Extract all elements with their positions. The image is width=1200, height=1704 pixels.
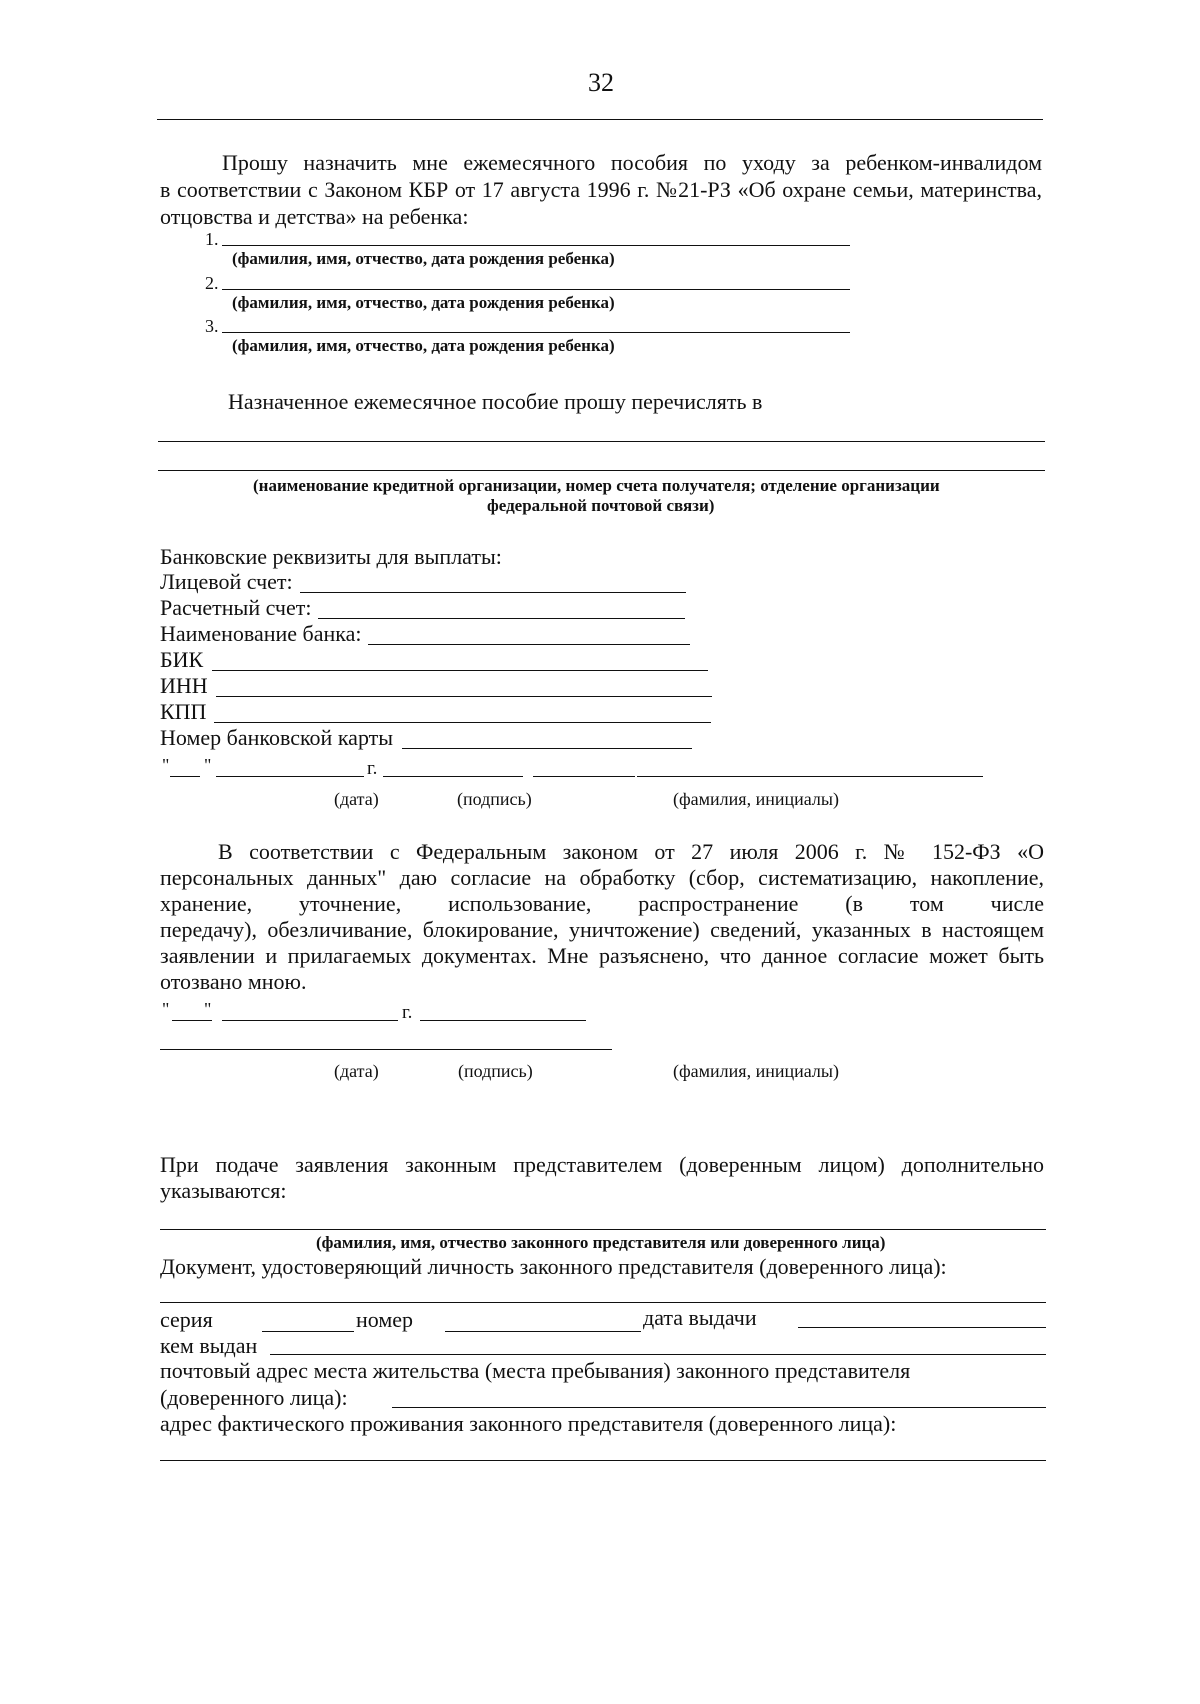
series-field[interactable] (262, 1331, 354, 1332)
issued-by-field[interactable] (270, 1354, 1046, 1355)
consent-line-5: заявлении и прилагаемых документах. Мне разъяснено, что данное согласие может быть (160, 943, 1044, 968)
inn-label: ИНН (160, 673, 208, 698)
postal-address-line-1: почтовый адрес места жительства (места пребывания) законного представителя (160, 1358, 911, 1383)
series-label: серия (160, 1307, 213, 1332)
representative-name-field[interactable] (160, 1229, 1046, 1230)
child-caption-3: (фамилия, имя, отчество, дата рождения ребенка) (232, 336, 615, 355)
date-label-1: (дата) (334, 789, 379, 809)
transfer-text: Назначенное ежемесячное пособие прошу перечислять в (228, 389, 763, 414)
child-caption-1: (фамилия, имя, отчество, дата рождения ребенка) (232, 249, 615, 268)
year-suffix-1: г. (367, 758, 378, 779)
personal-account-label: Лицевой счет: (160, 569, 293, 594)
request-line-2: в соответствии с Законом КБР от 17 августа 1996 г. №21-РЗ «Об охране семьи, материнства, (160, 177, 1042, 202)
date-month-field-1[interactable] (216, 776, 364, 777)
postal-address-field[interactable] (392, 1407, 1046, 1408)
signature-field-1[interactable] (533, 776, 635, 777)
request-line-3: отцовства и детства» на ребенка: (160, 204, 469, 229)
bank-name-label: Наименование банка: (160, 621, 362, 646)
representative-intro-line-1: При подаче заявления законным представителем (доверенным лицом) дополнительно (160, 1152, 1044, 1177)
issued-by-label: кем выдан (160, 1333, 258, 1358)
transfer-field-2[interactable] (158, 470, 1045, 471)
inn-field[interactable] (216, 696, 712, 697)
date-year-field-1[interactable] (383, 776, 523, 777)
date-day-field-1[interactable] (170, 776, 200, 777)
name-field-1[interactable] (637, 776, 983, 777)
number-field[interactable] (445, 1331, 641, 1332)
child-number-1: 1. (205, 229, 219, 249)
child-field-2[interactable] (222, 289, 850, 290)
transfer-caption-line-1: (наименование кредитной организации, номер счета получателя; отделение организации (253, 476, 940, 495)
child-field-1[interactable] (222, 245, 850, 246)
date-quote-open-2: " (162, 999, 170, 1019)
page-number: 32 (588, 68, 614, 97)
consent-line-6: отозвано мною. (160, 969, 307, 994)
consent-line-4: передачу), обезличивание, блокирование, уничтожение) сведений, указанных в настоящем (160, 917, 1044, 942)
personal-account-field[interactable] (300, 592, 686, 593)
kpp-field[interactable] (214, 722, 711, 723)
transfer-field-1[interactable] (158, 441, 1045, 442)
number-label: номер (356, 1307, 414, 1332)
bank-name-field[interactable] (368, 644, 690, 645)
child-caption-2: (фамилия, имя, отчество, дата рождения ребенка) (232, 293, 615, 312)
year-suffix-2: г. (402, 1002, 413, 1023)
name-label-2: (фамилия, инициалы) (673, 1061, 839, 1081)
id-document-field[interactable] (160, 1302, 1046, 1303)
consent-line-3: хранение, уточнение, использование, распространение (в том числе (160, 891, 1044, 916)
date-year-field-2[interactable] (420, 1020, 586, 1021)
name-label-1: (фамилия, инициалы) (673, 789, 839, 809)
consent-line-1: В соответствии с Федеральным законом от 27 июля 2006 г. № 152-ФЗ «О (218, 839, 1044, 864)
request-line-1: Прошу назначить мне ежемесячного пособия по уходу за ребенком-инвалидом (222, 150, 1042, 175)
signature-name-field-2[interactable] (160, 1049, 612, 1050)
date-quote-close-2: " (204, 999, 212, 1019)
bik-field[interactable] (212, 670, 708, 671)
actual-address-field[interactable] (160, 1460, 1046, 1461)
card-number-field[interactable] (402, 748, 692, 749)
settlement-account-field[interactable] (318, 618, 685, 619)
settlement-account-label: Расчетный счет: (160, 595, 312, 620)
signature-label-2: (подпись) (458, 1061, 533, 1081)
representative-intro-line-2: указываются: (160, 1178, 287, 1203)
signature-label-1: (подпись) (457, 789, 532, 809)
issue-date-label: дата выдачи (643, 1305, 757, 1330)
postal-address-line-2: (доверенного лица): (160, 1385, 348, 1410)
kpp-label: КПП (160, 699, 207, 724)
child-number-3: 3. (205, 316, 219, 336)
id-document-label: Документ, удостоверяющий личность законного представителя (доверенного лица): (160, 1254, 947, 1279)
actual-address-label: адрес фактического проживания законного представителя (доверенного лица): (160, 1411, 897, 1436)
transfer-caption-line-2: федеральной почтовой связи) (487, 496, 715, 515)
header-rule (157, 119, 1043, 120)
date-quote-close-1: " (204, 755, 212, 775)
card-number-label: Номер банковской карты (160, 725, 394, 750)
child-number-2: 2. (205, 273, 219, 293)
issue-date-field[interactable] (798, 1327, 1046, 1328)
consent-line-2: персональных данных" даю согласие на обработку (сбор, систематизацию, накопление, (160, 865, 1044, 890)
date-quote-open-1: " (162, 755, 170, 775)
child-field-3[interactable] (222, 332, 850, 333)
bank-heading: Банковские реквизиты для выплаты: (160, 544, 502, 569)
representative-name-caption: (фамилия, имя, отчество законного представителя или доверенного лица) (316, 1233, 886, 1252)
bik-label: БИК (160, 647, 204, 672)
date-month-field-2[interactable] (222, 1020, 398, 1021)
date-label-2: (дата) (334, 1061, 379, 1081)
